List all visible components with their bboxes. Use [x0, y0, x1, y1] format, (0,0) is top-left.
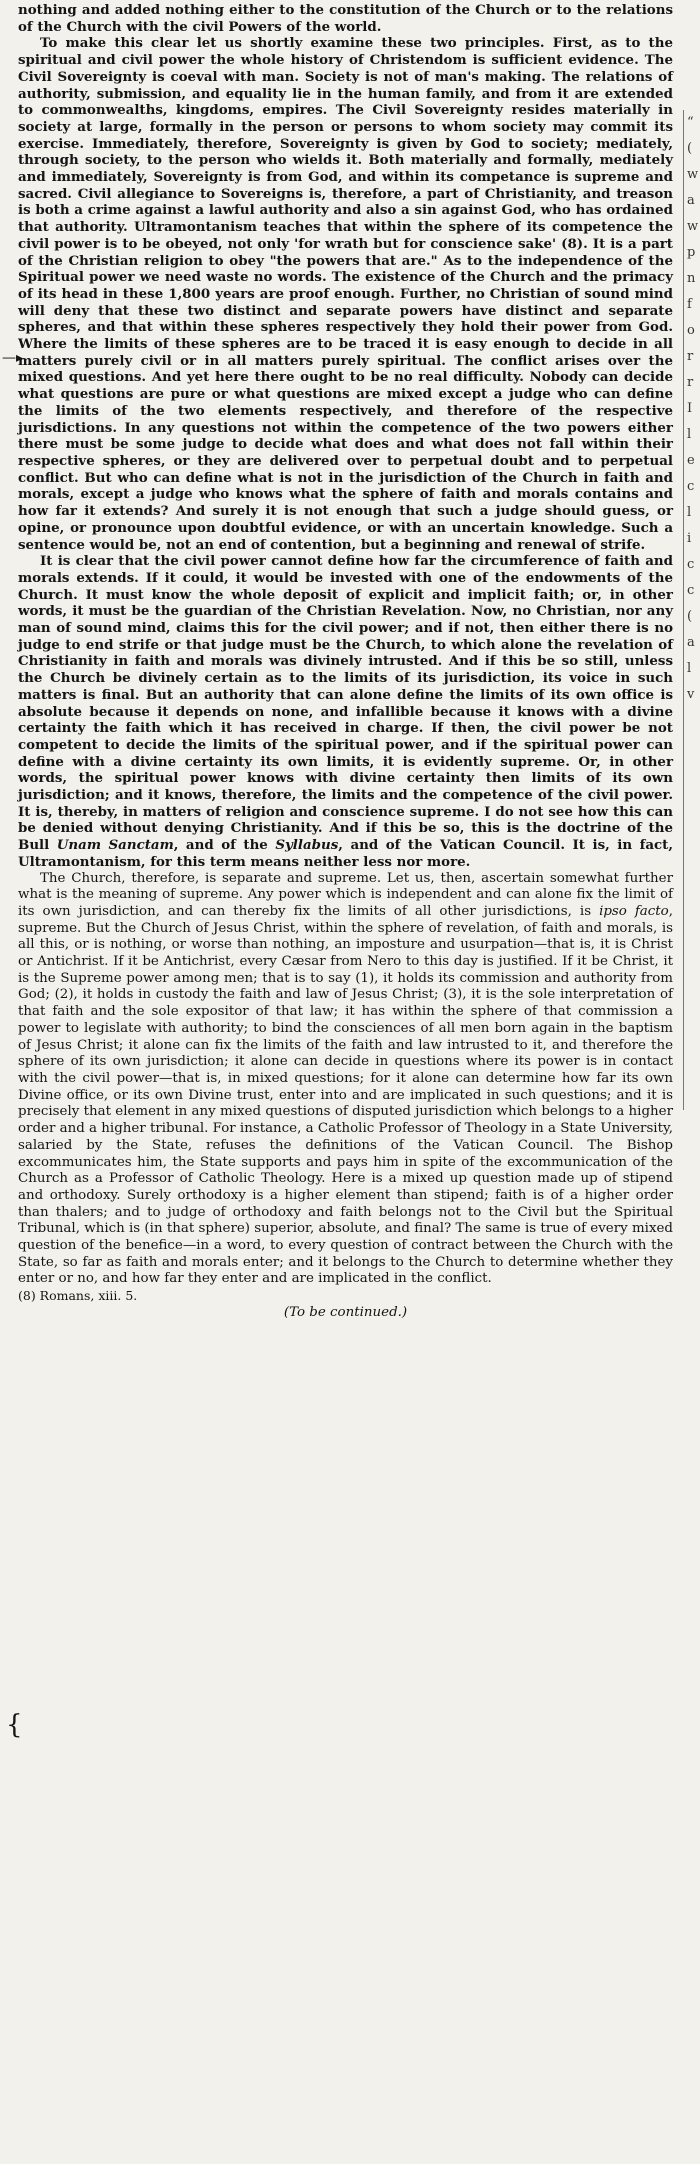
paragraph-2-part-a: It is clear that the civil power cannot define how far the circumference of faith and morals extends. If it could, it would be invested with one of the endowments of the Church. It must know the whole deposit of explicit and implicit faith; or, in other words, it must be the guardian of the Christian Revelation. Now, no Christian, nor any man of sound mind, claims this for the civil power; and if not, then either there is no judge to end strife or that judge must be the Church, to which alone the revelation of Christianity in faith and morals was divinely intrusted. And if this be so still, unless the Church be divinely certain as to the limits of its jurisdiction, its voice in such matters is final. But an authority that can alone define the limits of its own office is absolute because it depends on none, and infallible because it knows with a divine certainty the faith which it has received in charge. If then, the civil power be not competent to decide the limits of the spiritual power, and if the spiritual power can define with a divine certainty its own limits, it is evidently supreme. Or, in other words, the spiritual power knows with divine certainty then limits of its own jurisdiction; and it knows, therefore, the limits and the competence of the civil power. It is, thereby, in matters of religion and conscience supreme. I do not see how this can be denied without denying Christianity. And if this be so, this is the doctrine of the Bull: [18, 553, 673, 854]
bull-title: Unam Sanctam: [56, 837, 174, 854]
edge-letter: “: [687, 115, 694, 130]
syllabus-title: Syllabus: [275, 837, 339, 854]
edge-letter: i: [687, 531, 692, 546]
edge-letter: I: [687, 401, 693, 416]
edge-letter: c: [687, 557, 695, 572]
article-column: [18, 2, 673, 1322]
paragraph-2-part-c: , and of the Vatican Council. It is, in fact, Ultramontanism, for this term means neither less nor more.: [18, 837, 674, 870]
paragraph-3-part-b: , supreme. But the Church of Jesus Christ, within the sphere of revelation, of faith and morals, is all this, or is nothing, or worse than nothing, an imposture and usurpation—that is, it is Christ or Antichrist. If it be Antichrist, every Cæsar from Nero to this day is justified. If it be Christ, it is the Supreme power among men; that is to say (1), it holds its commission and authority from God; (2), it holds in custody the faith and law of Jesus Christ; (3), it is the sole interpretation of that faith and the sole expositor of that law; it has within the sphere of that commission a power to legislate with authority; to bind the consciences of all men born again in the baptism of Jesus Christ; it alone can fix the limits of the faith and law intrusted to it, and therefore the sphere of its own jurisdiction; it alone can decide in questions where its power is in contact with the civil power—that is, in mixed questions; for it alone can determine how far its own Divine office, or its own Divine trust, enter into and are implicated in such questions; and it is precisely that element in any mixed questions of disputed jurisdiction which belongs to a higher order and a higher tribunal. For instance, a Catholic Professor of Theology in a State University, salaried by the State, refuses the definitions of the Vatican Council. The Bishop excommunicates him, the State supports and pays him in spite of the excommunication of the Church as a Professor of Catholic Theology. Here is a mixed up question made up of stipend and orthodoxy. Surely orthodoxy is a higher element than stipend; faith is of a higher order than thalers; and to judge of orthodoxy and faith belongs not to the Civil but the Spiritual Tribunal, which is (in that sphere) superior, absolute, and final? The same is true of every mixed question of the benefice—in a word, to every question of contract between the Church with the State, so far as faith and morals enter; and it belongs to the Church to determine whether they enter or no, and how far they enter and are implicated in the conflict.: [18, 903, 674, 1287]
continued-note: (To be continued.): [283, 1304, 408, 1320]
margin-arrow-mark: —▸: [2, 350, 24, 366]
edge-letter: l: [687, 505, 692, 520]
paragraph-3: [18, 871, 673, 1289]
edge-letter: l: [687, 427, 692, 442]
margin-brace-mark: {: [6, 1710, 23, 1740]
edge-letter: a: [687, 193, 695, 208]
adjacent-column-edge: [683, 110, 698, 1110]
edge-letter: f: [687, 297, 692, 312]
paragraph-2-part-b: , and of the: [173, 837, 276, 854]
ipso-facto: ipso facto: [599, 903, 669, 919]
edge-letter: a: [687, 635, 695, 650]
edge-letter: n: [687, 271, 696, 286]
paragraph-2: [18, 553, 673, 870]
edge-letter: c: [687, 479, 695, 494]
edge-letter: w: [687, 167, 699, 182]
edge-letter: c: [687, 583, 695, 598]
paragraph-0: nothing and added nothing either to the constitution of the Church or to the relations of the Church with the civil Powers of the world.: [18, 2, 673, 35]
edge-letter: (: [687, 141, 693, 156]
paragraph-3-part-a: The Church, therefore, is separate and supreme. Let us, then, ascertain somewhat further what is the meaning of supreme. Any power which is independent and can alone fix the limit of its own jurisdiction, and can thereby fix the limits of all other jurisdictions, is: [18, 870, 673, 919]
footnote: (8) Romans, xiii. 5.: [18, 1288, 138, 1304]
edge-letter: r: [687, 375, 694, 390]
edge-letter: (: [687, 609, 693, 624]
edge-letter: l: [687, 661, 692, 676]
edge-letter: w: [687, 219, 699, 234]
paragraph-1: To make this clear let us shortly examine these two principles. First, as to the spiritual and civil power the whole history of Christendom is sufficient evidence. The Civil Sovereignty is coeval with man. Society is not of man's making. The relations of authority, submission, and equality lie in the human family, and from it are extended to commonwealths, kingdoms, empires. The Civil Sovereignty resides materially in society at large, formally in the person or persons to whom society may commit its exercise. Immediately, therefore, Sovereignty is given by God to society; mediately, through society, to the person who wields it. Both materially and formally, mediately and immediately, Sovereignty is from God, and within its competance is supreme and sacred. Civil allegiance to Sovereigns is, therefore, a part of Christianity, and treason is both a crime against a lawful authority and also a sin against God, who has ordained that authority. Ultramontanism teaches that within the sphere of its competence the civil power is to be obeyed, not only 'for wrath but for conscience sake' (8). It is a part of the Christian religion to obey "the powers that are." As to the independence of the Spiritual power we need waste no words. The existence of the Church and the primacy of its head in these 1,800 years are proof enough. Further, no Christian of sound mind will deny that these two distinct and separate powers have distinct and separate spheres, and that within these spheres respectively they hold their power from God. Where the limits of these spheres are to be traced it is easy enough to decide in all matters purely civil or in all matters purely spiritual. The conflict arises over the mixed questions. And yet here there ought to be no real difficulty. Nobody can decide what questions are pure or what questions are mixed except a judge who can define the limits of the two elements respectively, and therefore of the respective jurisdictions. In any questions not within the competence of the two powers either there must be some judge to decide what does and what does not fall within their respective spheres, or they are delivered over to perpetual doubt and to perpetual conflict. But who can define what is not in the jurisdiction of the Church in faith and morals, except a judge who knows what the sphere of faith and morals contains and how far it extends? And surely it is not enough that such a judge should guess, or opine, or pronounce upon doubtful evidence, or with an uncertain knowledge. Such a sentence would be, not an end of contention, but a beginning and renewal of strife.: [18, 35, 673, 553]
edge-letter: r: [687, 349, 694, 364]
edge-letter: p: [687, 245, 696, 260]
edge-letter: o: [687, 323, 695, 338]
edge-letter: v: [687, 687, 695, 702]
edge-letter: e: [687, 453, 695, 468]
